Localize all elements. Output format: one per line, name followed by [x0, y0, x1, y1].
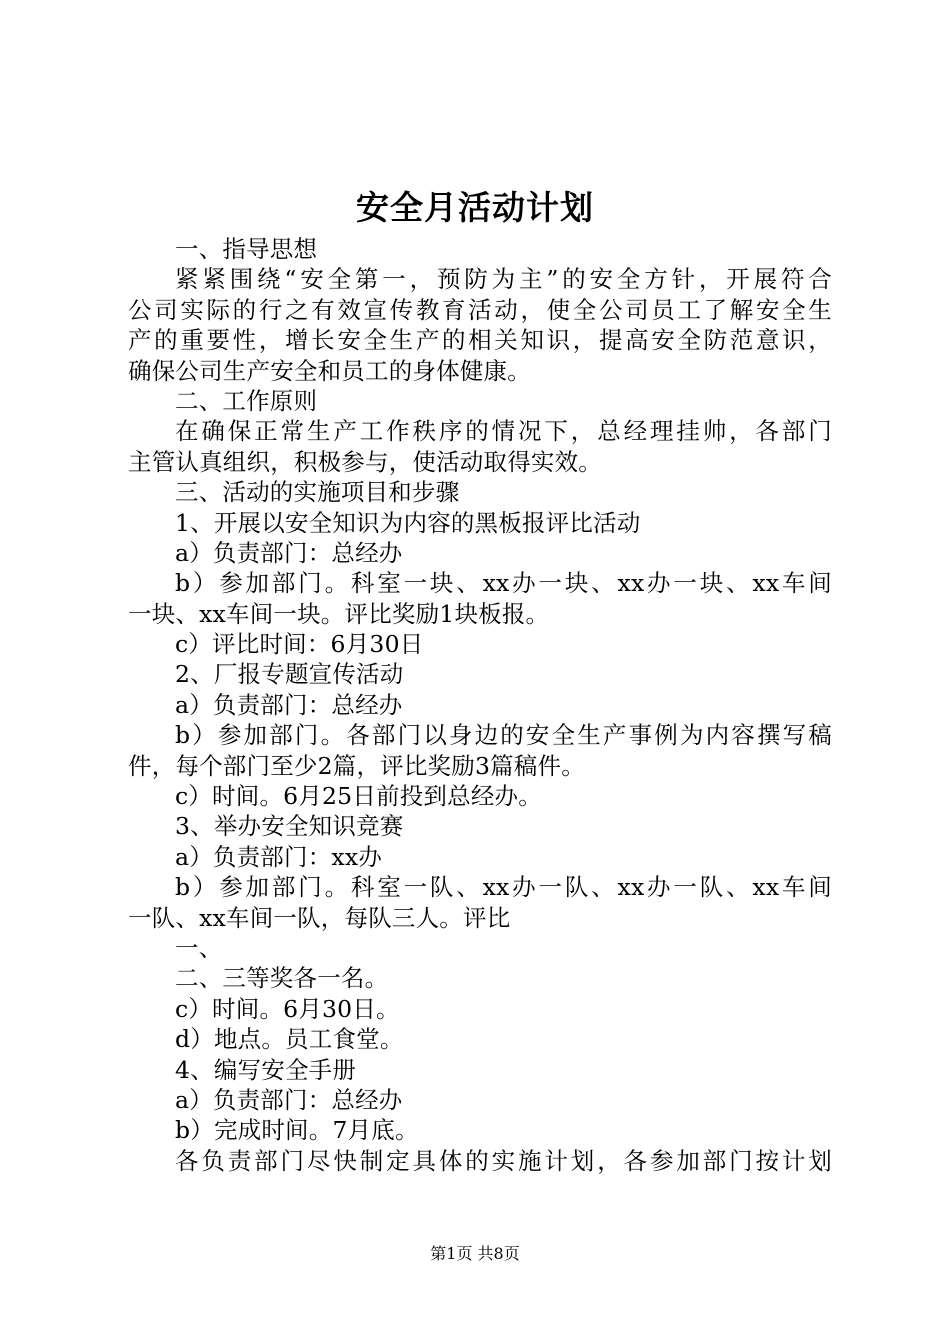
paragraph-line: 主管认真组织，积极参与，使活动取得实效。 — [128, 447, 602, 476]
paragraph-line: 2、厂报专题宣传活动 — [175, 660, 404, 689]
paragraph-line: 公司实际的行之有效宣传教育活动，使全公司员工了解安全生 — [128, 295, 832, 324]
paragraph-line: 1、开展以安全知识为内容的黑板报评比活动 — [175, 508, 641, 537]
paragraph-line: 一队、xx车间一队，每队三人。评比 — [128, 903, 511, 932]
paragraph-line: 各负责部门尽快制定具体的实施计划，各参加部门按计划 — [175, 1146, 832, 1175]
paragraph-line: c）时间。6月30日。 — [175, 994, 400, 1023]
paragraph-line: b）完成时间。7月底。 — [175, 1116, 419, 1145]
page-footer: 第1页 共8页 — [430, 1244, 520, 1263]
paragraph-line: a）负责部门：总经办 — [175, 690, 403, 719]
paragraph-line: 一、 — [175, 933, 223, 962]
paragraph-line: a）负责部门：总经办 — [175, 1085, 403, 1114]
paragraph-line: 二、工作原则 — [175, 386, 318, 415]
document-body — [128, 234, 832, 1176]
paragraph-line: 二、三等奖各一名。 — [175, 964, 389, 993]
paragraph-line: 确保公司生产安全和员工的身体健康。 — [128, 356, 531, 385]
paragraph-line: d）地点。员工食堂。 — [175, 1025, 404, 1054]
paragraph-line: b）参加部门。科室一块、xx办一块、xx办一块、xx车间 — [175, 569, 832, 598]
paragraph-line: 三、活动的实施项目和步骤 — [175, 478, 460, 507]
paragraph-line: a）负责部门：总经办 — [175, 538, 403, 567]
paragraph-line: 件，每个部门至少2篇，评比奖励3篇稿件。 — [128, 751, 585, 780]
paragraph-line: b）参加部门。科室一队、xx办一队、xx办一队、xx车间 — [175, 873, 832, 902]
paragraph-line: 4、编写安全手册 — [175, 1055, 357, 1084]
paragraph-line: 在确保正常生产工作秩序的情况下，总经理挂帅，各部门 — [175, 417, 832, 446]
paragraph-line: 一、指导思想 — [175, 235, 318, 263]
document-title: 安全月活动计划 — [356, 188, 594, 227]
paragraph-line: 紧紧围绕“安全第一，预防为主”的安全方针，开展符合 — [175, 265, 832, 294]
paragraph-line: b）参加部门。各部门以身边的安全生产事例为内容撰写稿 — [175, 721, 832, 750]
paragraph-line: 一块、xx车间一块。评比奖励1块板报。 — [128, 599, 550, 628]
paragraph-line: a）负责部门：xx办 — [175, 842, 383, 871]
paragraph-line: c）评比时间：6月30日 — [175, 630, 424, 659]
paragraph-line: 3、举办安全知识竞赛 — [175, 812, 404, 841]
paragraph-line: c）时间。6月25日前投到总经办。 — [175, 782, 542, 811]
paragraph-line: 产的重要性，增长安全生产的相关知识，提高安全防范意识， — [128, 326, 832, 355]
